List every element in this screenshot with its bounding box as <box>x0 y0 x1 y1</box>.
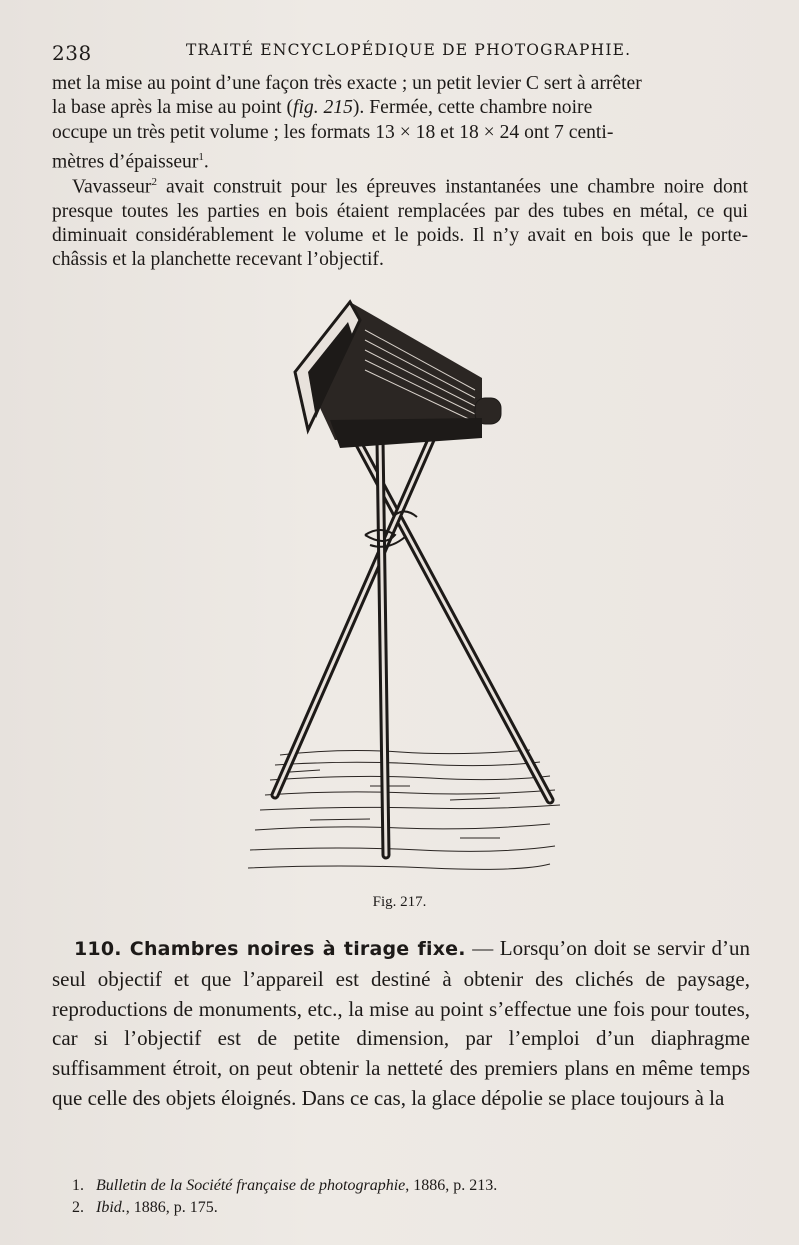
figure-caption: Fig. 217. <box>372 894 427 910</box>
paragraph-continued <box>52 72 748 175</box>
section-text: — Lorsqu’on doit se servir d’un seul objectif et que l’appareil est destiné à obtenir des clichés de paysage, reproductions de monuments, etc., la mise au point s’effectue une fois pour toutes, car si l’objectif est de petite dimension, par l’emploi d’un diaphragme suffisamment étroit, on peut obtenir la netteté des premiers plans en même temps que celle des objets éloignés. Dans ce cas, la glace dépolie se place toujours à la <box>52 936 750 1110</box>
figure-reference: fig. 215 <box>293 97 353 119</box>
footnotes <box>72 1175 752 1219</box>
text-line: occupe un très petit volume ; les formats 13 × 18 et 18 × 24 ont 7 centi- <box>52 121 614 143</box>
paragraph-vavasseur: Vavasseur$^2$ avait construit pour les épreuves instantanées une chambre noire dont presque toutes les parties en bois étaient remplacées par des tubes en métal, ce qui diminuait considérablement le volume et le poids. Il n’y avait en bois que le porte-châssis et la planchette recevant l’objectif. <box>52 176 748 271</box>
footnote-2: 2. Ibid., 1886, p. 175. <box>72 1199 218 1216</box>
running-title: TRAITÉ ENCYCLOPÉDIQUE DE PHOTOGRAPHIE. <box>186 41 632 59</box>
camera-tripod-illustration <box>220 290 580 890</box>
text-line: met la mise au point d’une façon très exacte ; un petit levier C sert à arrêter <box>52 73 642 94</box>
section-heading: 110. Chambres noires à tirage fixe. <box>74 938 466 960</box>
footnote-marker: 2 <box>151 176 157 188</box>
section-110 <box>52 934 750 1114</box>
footnote-1: 1. Bulletin de la Société française de photographie, 1886, p. 213. <box>72 1177 498 1194</box>
footnote-marker: 1 <box>198 150 204 163</box>
tripod-legs <box>275 385 550 855</box>
camera-box <box>295 302 501 448</box>
page-number: 238 <box>52 41 92 65</box>
text-line: la base après la mise au point (fig. 215). Fermée, cette chambre noire <box>52 97 593 119</box>
engraving <box>220 290 580 890</box>
text-line: mètres d’épaisseur$^1$. <box>52 150 209 173</box>
ground-hatching <box>248 750 560 869</box>
